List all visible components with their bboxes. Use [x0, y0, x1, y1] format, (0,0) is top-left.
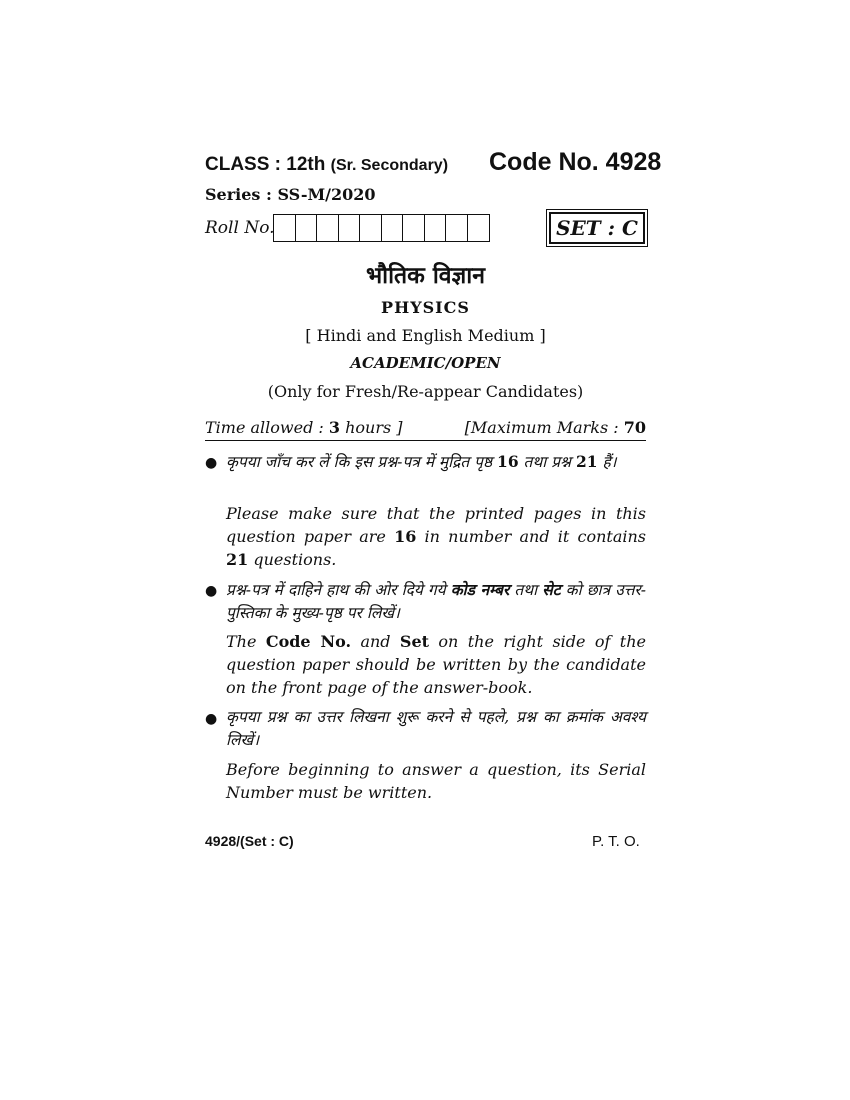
text-part: प्रश्न-पत्र में दाहिने हाथ की ओर दिये गये — [226, 581, 451, 599]
instruction-english: Before beginning to answer a question, its Serial Number must be written. — [226, 760, 646, 802]
text-part: तथा प्रश्न — [518, 453, 576, 471]
medium-label: [ Hindi and English Medium ] — [305, 326, 546, 345]
text-part: questions. — [248, 550, 337, 569]
marks-value: 70 — [623, 418, 646, 437]
footer-code: 4928/(Set : C) — [205, 833, 294, 849]
roll-box[interactable] — [403, 215, 425, 241]
text-part: Please make sure that the printed pages in this question paper are — [226, 504, 646, 546]
time-marks-row — [205, 418, 646, 441]
text-part: तथा — [509, 581, 543, 599]
footer-pto: P. T. O. — [592, 833, 640, 850]
text-part: on the right side of the question paper should be written by the candidate on the front page of the answer-book. — [226, 632, 647, 697]
roll-box[interactable] — [339, 215, 361, 241]
series-label: Series : SS-M/2020 — [205, 185, 376, 204]
instruction-english — [226, 630, 646, 699]
stream-label: ACADEMIC/OPEN — [350, 354, 501, 372]
instruction-hindi — [226, 578, 646, 625]
maximum-marks — [465, 418, 646, 437]
roll-box[interactable] — [382, 215, 404, 241]
code-number: Code No. 4928 — [489, 148, 662, 176]
roll-number-boxes[interactable] — [273, 214, 490, 242]
class-label — [205, 154, 448, 176]
time-prefix: Time allowed : — [205, 418, 329, 437]
candidates-label: (Only for Fresh/Re-appear Candidates) — [267, 382, 584, 401]
roll-box[interactable] — [317, 215, 339, 241]
roll-box[interactable] — [468, 215, 490, 241]
text-bold: 16 — [497, 452, 519, 471]
instruction-hindi: कृपया प्रश्न का उत्तर लिखना शुरू करने से पहले, प्रश्न का क्रमांक अवश्य लिखें। — [226, 708, 646, 749]
class-sub-text: (Sr. Secondary) — [330, 157, 449, 174]
time-suffix: hours ] — [340, 418, 403, 437]
roll-box[interactable] — [425, 215, 447, 241]
time-allowed — [205, 418, 403, 437]
bullet-icon: ● — [205, 455, 218, 471]
time-value: 3 — [328, 418, 341, 437]
instruction-english — [226, 502, 646, 571]
roll-box[interactable] — [296, 215, 318, 241]
class-text: CLASS : 12th — [205, 154, 326, 175]
text-bold: 16 — [394, 527, 417, 546]
text-bold: कोड नम्बर — [450, 580, 510, 599]
text-bold: Code No. — [265, 632, 352, 651]
text-part: हैं। — [597, 453, 617, 471]
instruction-hindi — [226, 450, 646, 474]
text-part: and — [351, 632, 400, 651]
text-bold: Set — [399, 632, 430, 651]
hindi-title: भौतिक विज्ञान — [365, 262, 486, 289]
roll-box[interactable] — [446, 215, 468, 241]
subject-title: PHYSICS — [381, 298, 470, 317]
roll-no-label: Roll No. — [205, 218, 275, 238]
text-bold: 21 — [575, 452, 598, 471]
text-bold: सेट — [542, 580, 561, 599]
bullet-icon: ● — [205, 583, 218, 599]
set-badge: SET : C — [549, 212, 645, 244]
bullet-icon: ● — [205, 711, 218, 727]
text-bold: 21 — [226, 550, 249, 569]
text-part: को छात्र उत्तर-पुस्तिका के मुख्य-पृष्ठ पर लिखें। — [226, 581, 647, 622]
text-part: कृपया जाँच कर लें कि इस प्रश्न-पत्र में मुद्रित पृष्ठ — [226, 453, 498, 471]
text-part: The — [226, 632, 266, 651]
roll-box[interactable] — [360, 215, 382, 241]
marks-prefix: [Maximum Marks : — [464, 418, 624, 437]
text-part: in number and it contains — [416, 527, 647, 546]
roll-box[interactable] — [274, 215, 296, 241]
